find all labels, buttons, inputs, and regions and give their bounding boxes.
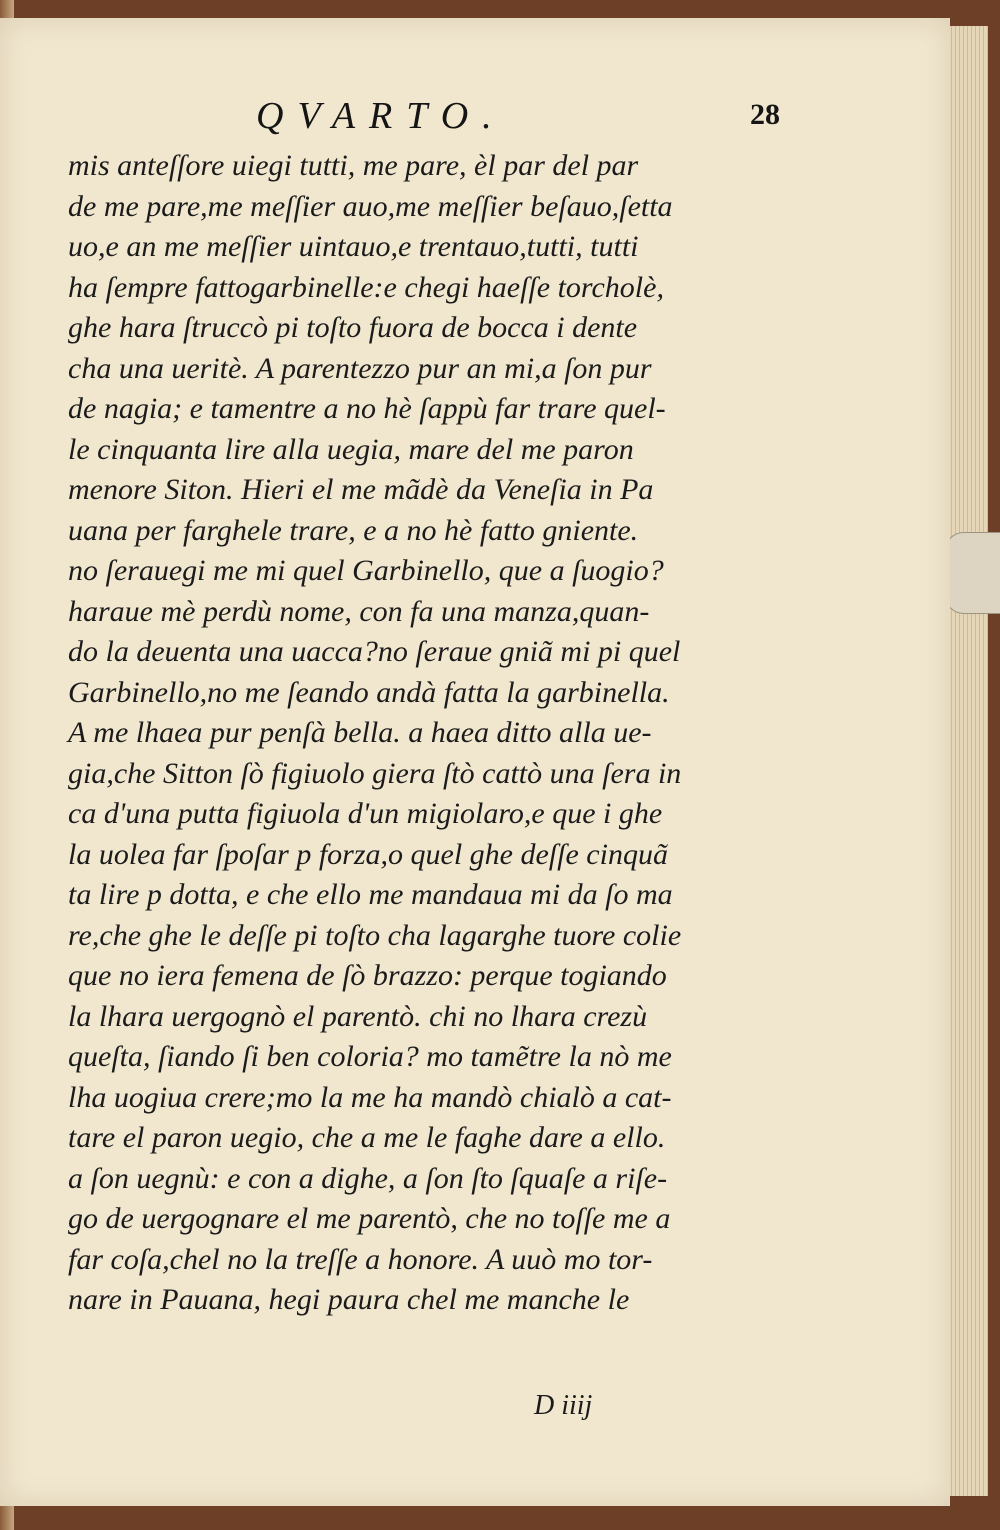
text-line: le cinquanta lire alla uegia, mare del me paron — [68, 432, 634, 466]
text-line: de me pare,me meſſier auo,me meſſier beſauo,ſetta — [68, 189, 673, 223]
text-line: ta lire p dotta, e che ello me mandaua mi da ſo ma — [68, 878, 673, 911]
text-line: far coſa,chel no la treſſe a honore. A uuò mo tor- — [68, 1242, 653, 1276]
page-tab-marker — [944, 532, 1000, 614]
page-stack-edge — [948, 26, 988, 1496]
text-line: uana per farghele trare, e a no hè fatto gniente. — [68, 513, 639, 547]
text-line: que no iera femena de ſò brazzo: perque togiando — [68, 959, 667, 992]
signature-mark: D iiij — [534, 1390, 593, 1421]
book-page — [0, 18, 950, 1506]
text-line: ghe hara ſtruccò pi toſto fuora de bocca i dente — [68, 311, 638, 344]
text-line: re,che ghe le deſſe pi toſto cha lagarghe tuore colie — [68, 918, 682, 952]
text-line: la uolea far ſpoſar p forza,o quel ghe deſſe cinquã — [68, 837, 668, 871]
text-line: la lhara uergognò el parentò. chi no lhara crezù — [68, 999, 648, 1033]
text-line: do la deuenta una uacca?no ſeraue gniã mi pi quel — [68, 635, 681, 668]
text-line: ca d'una putta figiuola d'un migiolaro,e que i ghe — [68, 797, 663, 830]
page-number: 28 — [750, 98, 780, 131]
text-line: ha ſempre fattogarbinelle:e chegi haeſſe torcholè, — [68, 270, 664, 304]
running-head-title: QVARTO. — [256, 95, 506, 137]
text-line: mis anteſſore uiegi tutti, me pare, èl par del par — [68, 149, 639, 182]
text-line: de nagia; e tamentre a no hè ſappù far trare quel- — [68, 392, 666, 425]
text-line: A me lhaea pur penſà bella. a haea ditto alla ue- — [68, 716, 652, 749]
body-text — [68, 146, 798, 1321]
text-line: uo,e an me meſſier uintauo,e trentauo,tutti, tutti — [68, 230, 639, 263]
text-line: gia,che Sitton ſò figiuolo giera ſtò cattò una ſera in — [68, 756, 682, 790]
text-line: haraue mè perdù nome, con fa una manza,quan- — [68, 594, 650, 628]
text-line: no ſerauegi me mi quel Garbinello, que a ſuogio? — [68, 554, 664, 587]
text-line: menore Siton. Hieri el me mãdè da Veneſia in Pa — [68, 473, 654, 506]
text-line: nare in Pauana, hegi paura chel me manche le — [68, 1283, 630, 1316]
text-line: a ſon uegnù: e con a dighe, a ſon ſto ſquaſe a riſe- — [68, 1161, 668, 1195]
text-line: cha una ueritè. A parentezzo pur an mi,a ſon pur — [68, 351, 652, 385]
text-line: tare el paron uegio, che a me le faghe dare a ello. — [68, 1121, 666, 1154]
text-line: queſta, ſiando ſi ben coloria? mo tamẽtre la nò me — [68, 1040, 672, 1073]
text-line: lha uogiua crere;mo la me ha mandò chialò a cat- — [68, 1080, 672, 1114]
running-head — [0, 88, 950, 138]
text-line: go de uergognare el me parentò, che no toſſe me a — [68, 1202, 671, 1235]
text-line: Garbinello,no me ſeando andà fatta la garbinella. — [68, 675, 670, 709]
